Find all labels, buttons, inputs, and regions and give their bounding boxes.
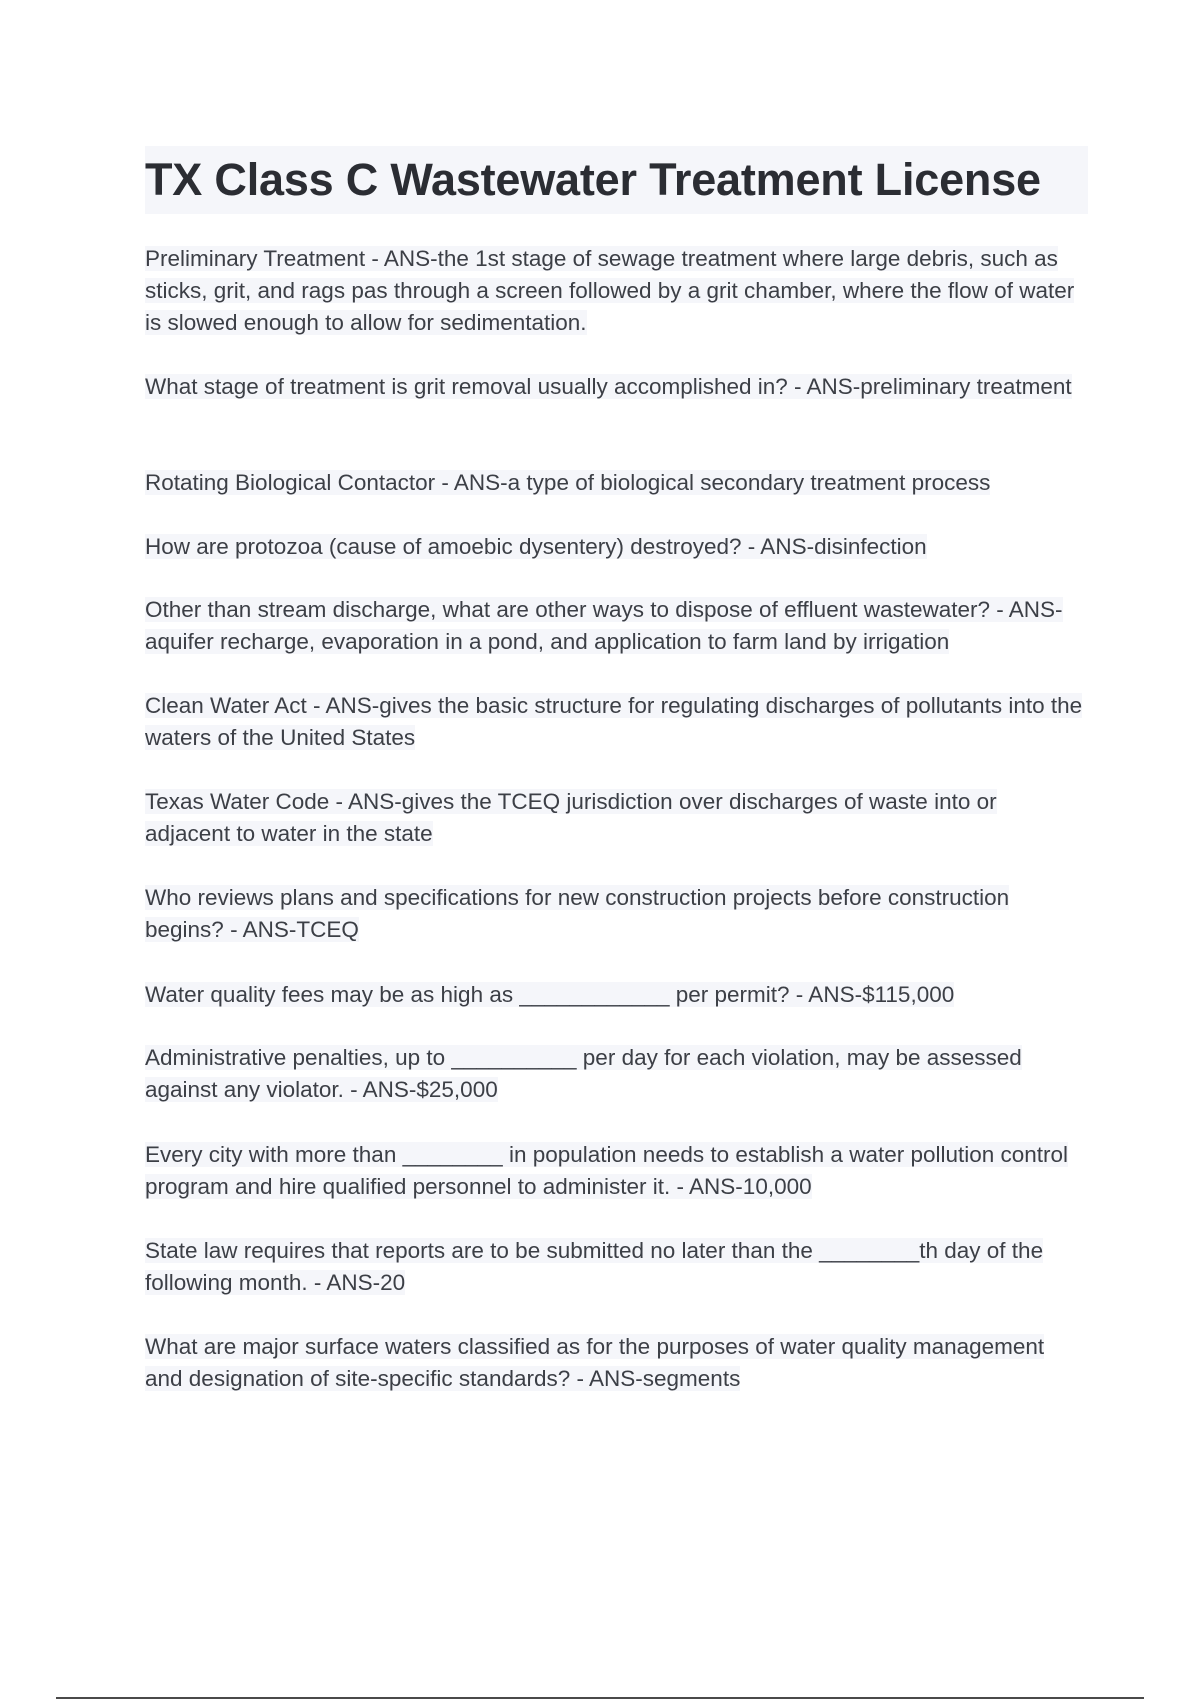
qa-entry-rbc: Rotating Biological Contactor - ANS-a type of biological secondary treatment process [145, 470, 991, 495]
document-title: TX Class C Wastewater Treatment License [145, 146, 1088, 214]
qa-entry-water-quality-fees: Water quality fees may be as high as ____________ per permit? - ANS-$115,000 [145, 982, 955, 1007]
qa-entry-protozoa: How are protozoa (cause of amoebic dysentery) destroyed? - ANS-disinfection [145, 534, 927, 559]
qa-entry-surface-water-classification: What are major surface waters classified as for the purposes of water quality management and designation of site-specific standards? - ANS-segments [145, 1334, 1045, 1391]
qa-entry-report-deadline: State law requires that reports are to be submitted no later than the ________th day of the following month. - ANS-20 [145, 1238, 1044, 1295]
page-bottom-rule [56, 1697, 1144, 1699]
qa-entry-clean-water-act: Clean Water Act - ANS-gives the basic structure for regulating discharges of pollutants into the waters of the United States [145, 693, 1083, 750]
qa-entry-effluent-disposal: Other than stream discharge, what are other ways to dispose of effluent wastewater? - ANS-aquifer recharge, evaporation in a pond, and application to farm land by irrigation [145, 597, 1063, 654]
qa-entry-administrative-penalties: Administrative penalties, up to __________ per day for each violation, may be assessed against any violator. - ANS-$25,000 [145, 1045, 1022, 1102]
qa-entry-grit-removal: What stage of treatment is grit removal usually accomplished in? - ANS-preliminary treatment [145, 374, 1072, 399]
qa-entry-population-threshold: Every city with more than ________ in population needs to establish a water pollution control program and hire qualified personnel to administer it. - ANS-10,000 [145, 1142, 1069, 1199]
qa-entry-plan-review: Who reviews plans and specifications for new construction projects before construction begins? - ANS-TCEQ [145, 885, 1010, 942]
qa-entry-texas-water-code: Texas Water Code - ANS-gives the TCEQ jurisdiction over discharges of waste into or adjacent to water in the state [145, 789, 997, 846]
qa-entry-preliminary-treatment: Preliminary Treatment - ANS-the 1st stage of sewage treatment where large debris, such as sticks, grit, and rags pas through a screen followed by a grit chamber, where the flow of water is slowed enough to allow for sedimentation. [145, 246, 1075, 335]
